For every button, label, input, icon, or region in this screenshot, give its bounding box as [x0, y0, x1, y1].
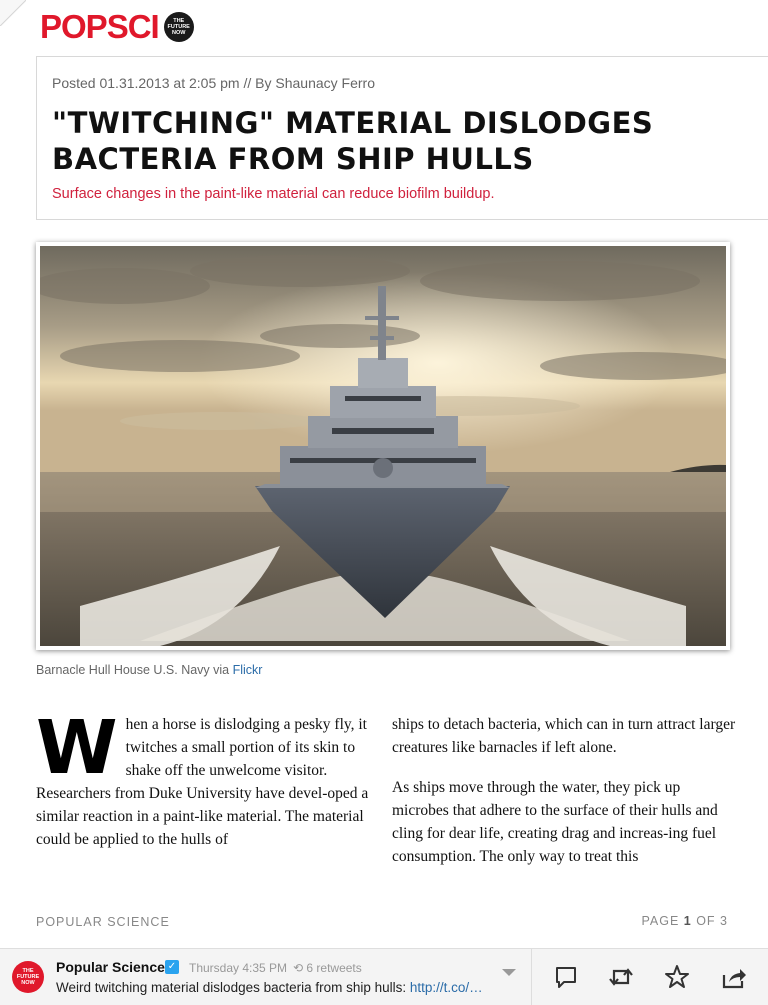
paragraph-1: [36, 705, 381, 851]
avatar-line2: FUTURE: [16, 974, 40, 980]
favorite-button[interactable]: [661, 961, 693, 993]
popsci-logo[interactable]: [40, 10, 194, 44]
tweet-time: Thursday 4:35 PM: [189, 961, 288, 975]
tweet-text: [56, 980, 496, 995]
body-column-left: [36, 705, 381, 868]
share-button[interactable]: [718, 961, 750, 993]
favorite-star-icon: [663, 963, 691, 991]
share-icon: [720, 963, 748, 991]
page-curl[interactable]: [0, 0, 26, 26]
page-current: 1: [683, 914, 692, 928]
verified-icon: ✓: [165, 960, 179, 974]
tweet-body: Weird twitching material dislodges bacteria from ship hulls:: [56, 980, 410, 995]
caption-text: Barnacle Hull House U.S. Navy via: [36, 663, 233, 677]
retweet-icon: [607, 964, 635, 990]
publication-label: POPULAR SCIENCE: [36, 915, 170, 929]
logo-badge: [164, 12, 194, 42]
hero-image[interactable]: [36, 242, 730, 650]
chevron-down-icon[interactable]: [502, 969, 516, 976]
body-column-right: [392, 713, 737, 885]
reply-icon: [553, 964, 579, 990]
caption-flickr-link[interactable]: Flickr: [232, 663, 263, 677]
logo-badge-line1: THE: [173, 18, 185, 24]
page-indicator: [642, 914, 729, 928]
reply-button[interactable]: [550, 961, 582, 993]
image-caption: [36, 663, 262, 677]
drop-cap: W: [36, 705, 118, 791]
tweet-author-name[interactable]: Popular Science: [56, 959, 165, 975]
logo-badge-line2: FUTURE: [167, 24, 190, 30]
paragraph-3: As ships move through the water, they pick up microbes that adhere to the surface of their hulls and cling for dear life, creating drag and increas-ing fuel consumption. The only way to treat this: [392, 779, 718, 865]
paragraph-2: ships to detach bacteria, which can in turn attract larger creatures like barnacles if left alone.: [392, 716, 736, 756]
tweet-retweet-count: ⟲ 6 retweets: [293, 961, 362, 975]
avatar[interactable]: [12, 961, 44, 993]
tweet-divider: [531, 949, 532, 1005]
page-suffix: OF 3: [691, 914, 728, 928]
tweet-bar[interactable]: [0, 948, 768, 1005]
article-dek: Surface changes in the paint-like material can reduce biofilm buildup.: [52, 186, 495, 202]
retweet-button[interactable]: [605, 961, 637, 993]
tweet-link[interactable]: http://t.co/…: [409, 980, 483, 995]
avatar-line1: THE: [22, 968, 34, 974]
page-prefix: PAGE: [641, 914, 684, 928]
ship-photo: [40, 246, 726, 646]
logo-badge-line3: NOW: [171, 30, 186, 36]
paragraph-1-text: hen a horse is dislodging a pesky fly, it twitches a small portion of its skin to shake off the unwelcome visitor. Researchers from Duke University have devel-oped a similar reaction in a paint-like material. The material could be applied to the hulls of: [36, 716, 369, 848]
avatar-line3: NOW: [21, 980, 35, 986]
logo-text: POPSCI: [40, 8, 159, 45]
article-title: "TWITCHING" MATERIAL DISLODGES BACTERIA FROM SHIP HULLS: [52, 106, 654, 176]
article-meta: Posted 01.31.2013 at 2:05 pm // By Shaunacy Ferro: [52, 75, 375, 91]
article-header: [36, 56, 768, 220]
